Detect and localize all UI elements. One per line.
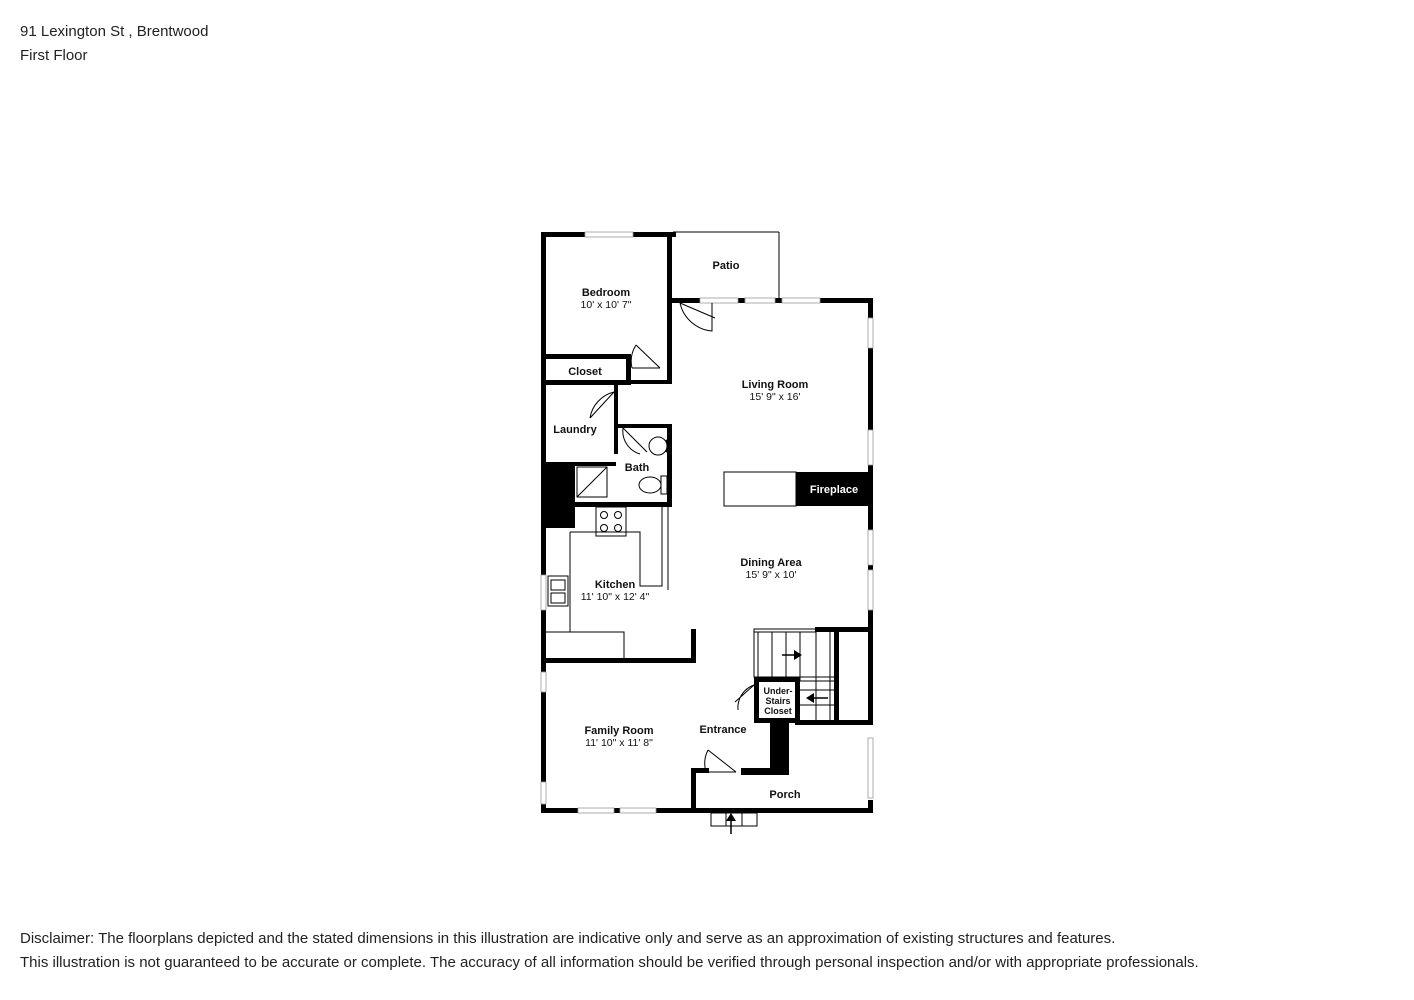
dining-area-label: Dining Area: [740, 557, 802, 569]
floor-title: First Floor: [20, 47, 88, 64]
family-room-dimensions: 11' 10" x 11' 8": [585, 737, 653, 749]
understairs-closet-line2: Stairs: [765, 696, 791, 706]
kitchen-dimensions: 11' 10" x 12' 4": [580, 591, 650, 603]
disclaimer-line-2: This illustration is not guaranteed to be accurate or complete. The accuracy of all information should be verified through personal inspection and/or with appropriate professionals.: [20, 954, 1199, 971]
understairs-closet-line1: Under-: [763, 686, 793, 696]
address-title: 91 Lexington St , Brentwood: [20, 23, 209, 40]
bath-label: Bath: [624, 462, 650, 474]
patio-label: Patio: [712, 260, 740, 272]
bath-fixtures: [577, 437, 669, 497]
disclaimer-line-1: Disclaimer: The floorplans depicted and the stated dimensions in this illustration are indicative only and serve as an approximation of existing structures and features.: [20, 930, 1116, 947]
bedroom-dimensions: 10' x 10' 7": [580, 299, 632, 311]
dining-area-dimensions: 15' 9" x 10': [745, 569, 797, 581]
living-room-dimensions: 15' 9" x 16': [749, 391, 801, 403]
family-room-label: Family Room: [584, 725, 654, 737]
bedroom-label: Bedroom: [581, 287, 631, 299]
kitchen-label: Kitchen: [594, 579, 636, 591]
porch-step: [711, 813, 757, 834]
understairs-closet-line3: Closet: [764, 706, 792, 716]
porch-label: Porch: [769, 789, 801, 801]
laundry-label: Laundry: [553, 424, 597, 436]
entrance-label: Entrance: [699, 724, 747, 736]
living-room-label: Living Room: [741, 379, 809, 391]
fireplace-label: Fireplace: [809, 484, 859, 496]
closet-label: Closet: [568, 366, 602, 378]
